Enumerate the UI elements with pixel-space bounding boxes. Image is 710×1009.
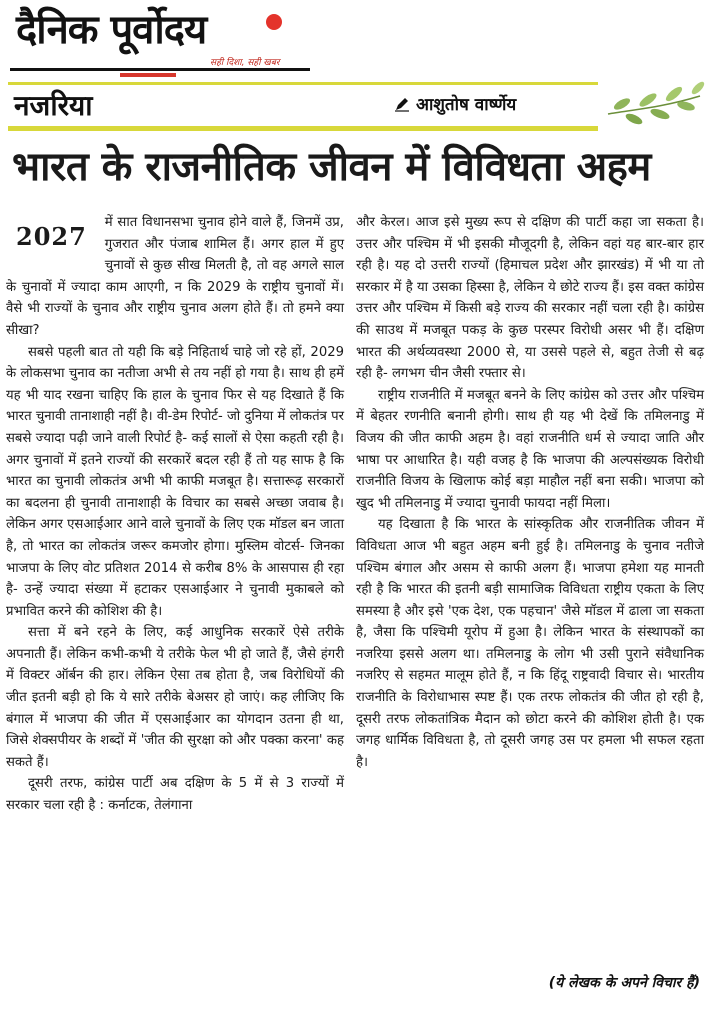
masthead-tagline: सही दिशा, सही खबर — [210, 58, 280, 68]
article-column-left — [6, 212, 344, 817]
author-name: आशुतोष वार्ष्णेय — [416, 95, 517, 115]
leaf-sprig-icon — [600, 74, 706, 136]
article-paragraph: सत्ता में बने रहने के लिए, कई आधुनिक सरकारें ऐसे तरीके अपनाती हैं। लेकिन कभी-कभी ये तरीके फेल भी हो जाते हैं, जैसे हंगरी में विक्टर ऑर्बन की हार। लेकिन ऐसा तब होता है, जब विरोधियों की जीत इतनी बड़ी हो कि ये सारे तरीके बेअसर हो जाएं। कह लीजिए कि बंगाल में भाजपा की जीत में एसआईआर का योगदान उतना ही था, जिसे शेक्सपीयर के शब्दों में 'जीत की सुरक्षा को और पक्का करना' कह सकते हैं। — [6, 625, 344, 770]
masthead-rule — [10, 68, 310, 71]
article-paragraph: यह दिखाता है कि भारत के सांस्कृतिक और राजनीतिक जीवन में विविधता आज भी बहुत अहम बनी हुई है। तमिलनाडु के चुनाव नतीजे पश्चिम बंगाल और असम से काफी अलग हैं। भाजपा हमेशा यह मानती रही है कि भारत की इतनी बड़ी सामाजिक विविधता राष्ट्रीय एकता के लिए समस्या है और इसे 'एक देश, एक पहचान' जैसे मॉडल में ढाला जा सकता है, जैसा कि पश्चिमी यूरोप में हुआ है। लेकिन भारत के संस्थापकों का नजरिया इससे अलग था। तमिलनाडु के लोग भी उसी पुराने संवैधानिक नजरिए से सहमत मालूम होते हैं, न कि हिंदू राष्ट्रवादी विचार से। भारतीय राजनीति के विरोधाभास स्पष्ट हैं। एक तरफ लोकतंत्र की जीत हो रही है, दूसरी तरफ लोकतांत्रिक मैदान को छोटा करने की कोशिश होती है। एक जगह धार्मिक विविधता है, तो दूसरी जगह उस पर हमला भी सफल रहता है। — [356, 517, 704, 770]
section-bottom-rule — [8, 126, 598, 131]
article-paragraph: दूसरी तरफ, कांग्रेस पार्टी अब दक्षिण के 5 में से 3 राज्यों में सरकार चला रही है : कर्नाटक, तेलंगाना — [6, 776, 344, 814]
section-top-rule — [8, 82, 598, 85]
author-disclaimer: (ये लेखक के अपने विचार हैं) — [548, 975, 700, 991]
pen-icon — [394, 96, 410, 112]
article-paragraph: में सात विधानसभा चुनाव होने वाले हैं, जिनमें उप्र, गुजरात और पंजाब शामिल हैं। अगर हाल में हुए चुनावों से कुछ सीख मिलती है, तो वह अगले साल के चुनावों में ज्यादा काम आएगी, न कि 2029 के राष्ट्रीय चुनावों में। वैसे भी राज्यों के चुनाव और राष्ट्रीय चुनाव अलग होते हैं। तो हमने क्या सीखा? — [6, 215, 344, 338]
article-paragraph: और केरल। आज इसे मुख्य रूप से दक्षिण की पार्टी कहा जा सकता है। उत्तर और पश्चिम में भी इसकी मौजूदगी है, लेकिन वहां यह बार-बार हार रही है। यह दो उत्तरी राज्यों (हिमाचल प्रदेश और झारखंड) में भी या तो सरकार में है या उसका हिस्सा है, लेकिन ये छोटे राज्य हैं। इस वक्त कांग्रेस उत्तर और पश्चिम में किसी बड़े राज्य की सरकार नहीं चला रही है। कांग्रेस की साउथ में मजबूत पकड़ के कुछ परस्पर विरोधी असर भी हैं। दक्षिण भारत की अर्थव्यवस्था 2000 से, या उससे पहले से, बहुत तेजी से बढ़ रही है- लगभग चीन जैसी रफ्तार से। — [356, 215, 704, 382]
masthead-dot-icon — [266, 14, 282, 30]
masthead-red-strip — [120, 73, 176, 77]
article-paragraph: सबसे पहली बात तो यही कि बड़े निहितार्थ चाहे जो रहे हों, 2029 के लोकसभा चुनाव का नतीजा अभी से तय नहीं हो गया है। साथ ही हमें यह भी याद रखना चाहिए कि हाल के चुनाव फिर से यह दिखाते हैं कि भारत चुनावी तानाशाही नहीं है। वी-डेम रिपोर्ट- जो दुनिया में लोकतंत्र पर सबसे ज्यादा पढ़ी जाने वाली रिपोर्ट है- कई सालों से ऐसा कहती रही है। अगर चुनावों में इतने राज्यों की सरकारें बदल रही हैं तो यह साफ है कि भारत का चुनावी लोकतंत्र अभी भी काफी मजबूत है। सत्तारूढ़ सरकारों का बदलना ही चुनावी तानाशाही के विचार का सबसे अच्छा जवाब है। लेकिन अगर एसआईआर आने वाले चुनावों के लिए एक मॉडल बन जाता है, तो भारत का लोकतंत्र जरूर कमजोर होगा। मुस्लिम वोटर्स- जिनका भाजपा के लिए वोट प्रतिशत 2014 से करीब 8% के आसपास ही रहा है- उन्हें ज्यादा संख्या में हटाकर एसआईआर ने चुनावी मुकाबले को प्रभावित करने की कोशिश की है। — [6, 344, 344, 619]
article-column-right — [356, 212, 704, 773]
masthead — [10, 6, 310, 74]
section-name: नजरिया — [14, 89, 93, 122]
masthead-title: दैनिक पूर्वोदय — [16, 6, 207, 53]
lead-number: 2027 — [16, 222, 87, 251]
article-paragraph: राष्ट्रीय राजनीति में मजबूत बनने के लिए कांग्रेस को उत्तर और पश्चिम में बेहतर रणनीति बनानी होगी। साथ ही यह भी देखें कि तमिलनाडु में विजय की जीत काफी अहम है। वहां राजनीति धर्म से ज्यादा जाति और भाषा पर आधारित है। यही वजह है कि भाजपा की अल्पसंख्यक विरोधी राजनीति विजय के खिलाफ कोई बड़ा माहौल नहीं बना सकी। भाजपा को खुद भी तमिलनाडु में ज्यादा चुनावी फायदा नहीं मिला। — [356, 387, 704, 511]
article-headline: भारत के राजनीतिक जीवन में विविधता अहम — [12, 143, 651, 190]
